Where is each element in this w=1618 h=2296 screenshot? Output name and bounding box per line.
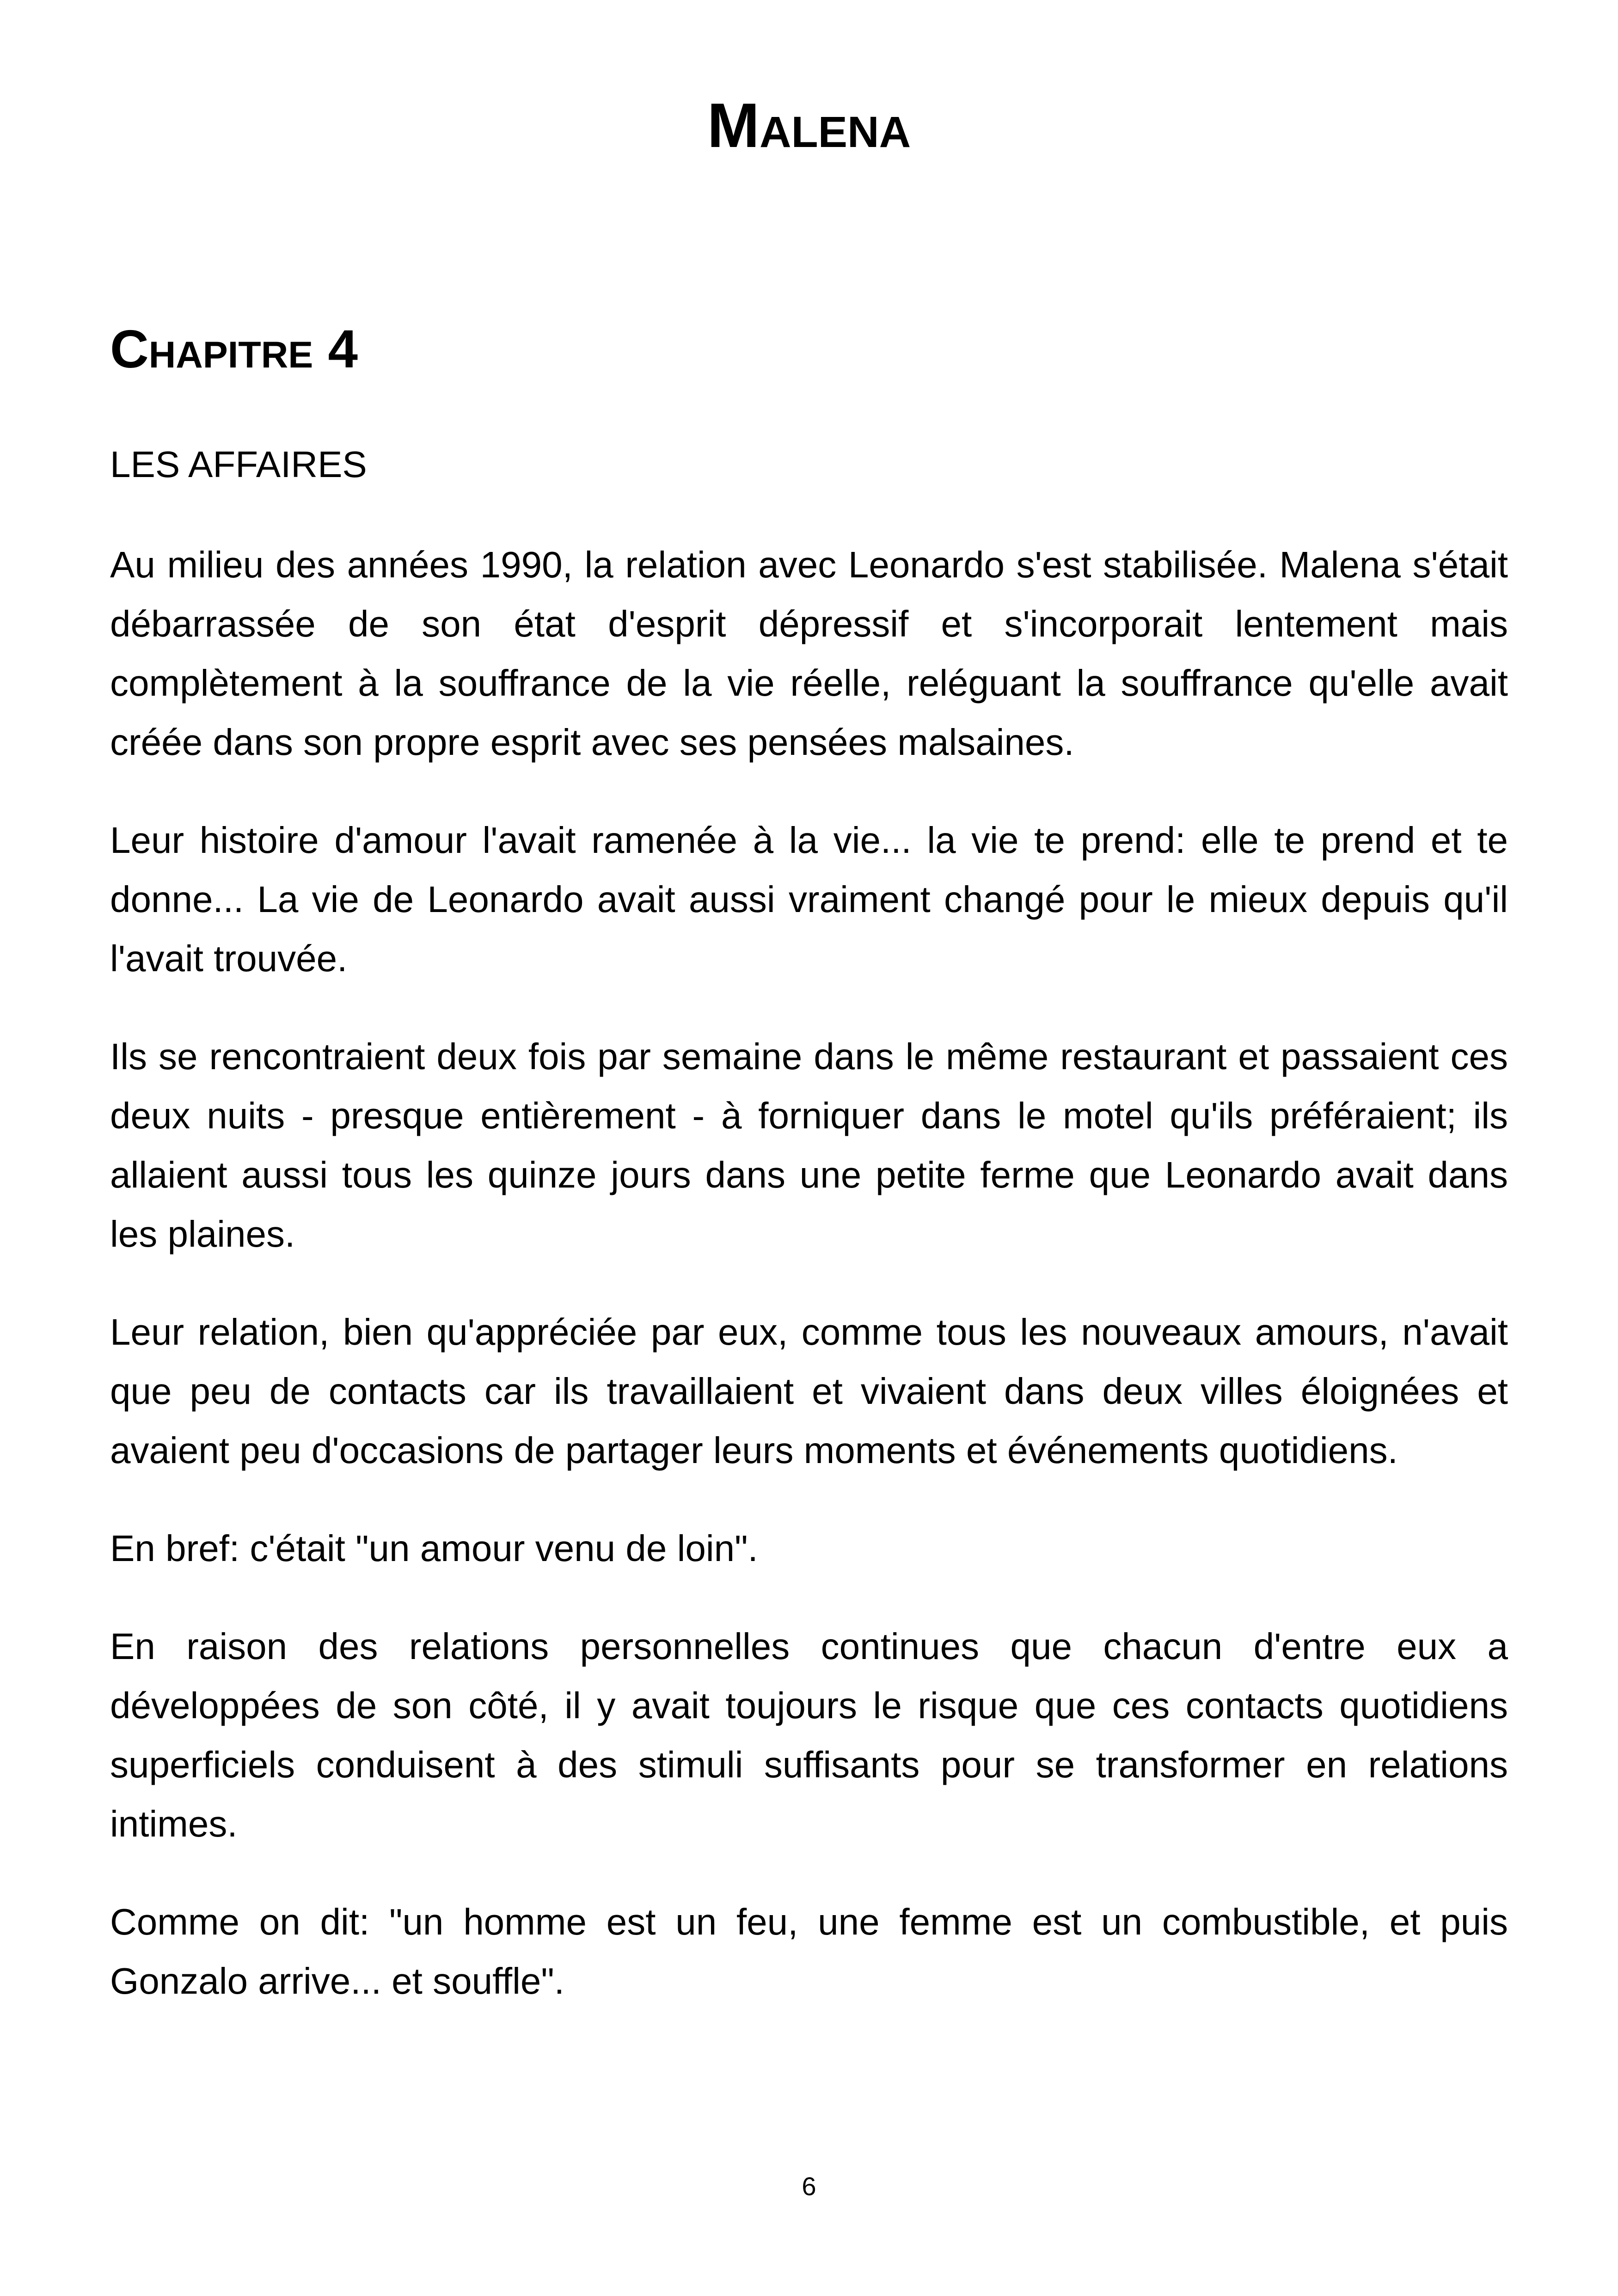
paragraph-3: Ils se rencontraient deux fois par semaine dans le même restaurant et passaient ces deux nuits - presque entièrement - à forniquer dans le motel qu'ils préféraient; ils allaient aussi tous les quinze jours dans une petite ferme que Leonardo avait dans les plaines.	[110, 1036, 1508, 1255]
section-label: LES AFFAIRES	[110, 444, 367, 485]
paragraph-2: Leur histoire d'amour l'avait ramenée à la vie... la vie te prend: elle te prend et te donne... La vie de Leonardo avait aussi vraiment changé pour le mieux depuis qu'il l'avait trouvée.	[110, 820, 1508, 979]
paragraph-1: Au milieu des années 1990, la relation avec Leonardo s'est stabilisée. Malena s'était débarrassée de son état d'esprit dépressif et s'incorporait lentement mais complètement à la souffrance de la vie réelle, reléguant la souffrance qu'elle avait créée dans son propre esprit avec ses pensées malsaines.	[110, 544, 1508, 763]
body-text	[110, 535, 1508, 2050]
book-title: Malena	[707, 90, 911, 160]
paragraph-7: Comme on dit: "un homme est un feu, une femme est un combustible, et puis Gonzalo arrive... et souffle".	[110, 1901, 1508, 2002]
page-number: 6	[802, 2172, 816, 2201]
paragraph-4: Leur relation, bien qu'appréciée par eux, comme tous les nouveaux amours, n'avait que peu de contacts car ils travaillaient et vivaient dans deux villes éloignées et avaient peu d'occasions de partager leurs moments et événements quotidiens.	[110, 1311, 1508, 1471]
document-page	[110, 0, 1508, 2296]
paragraph-5: En bref: c'était "un amour venu de loin".	[110, 1528, 758, 1569]
paragraph-6: En raison des relations personnelles continues que chacun d'entre eux a développées de son côté, il y avait toujours le risque que ces contacts quotidiens superficiels conduisent à des stimuli suffisants pour se transformer en relations intimes.	[110, 1626, 1508, 1844]
chapter-title: Chapitre 4	[110, 319, 358, 379]
